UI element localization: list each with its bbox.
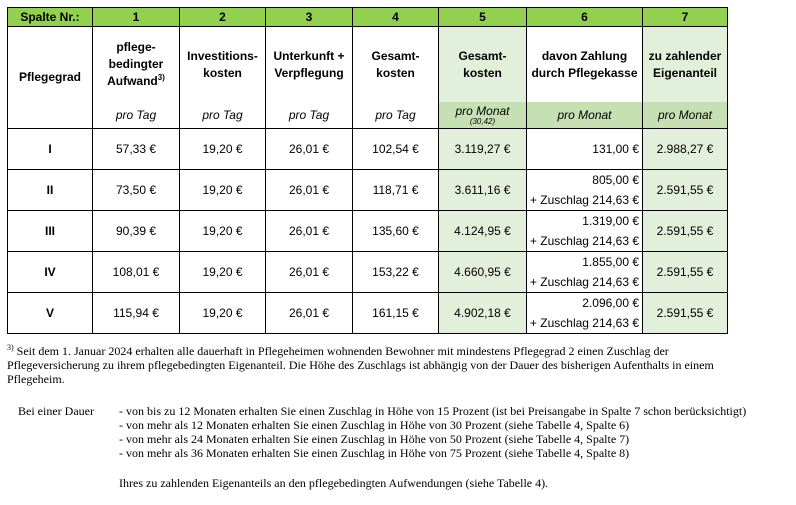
gesamt-monat-cell: 3.119,27 € [439, 129, 527, 170]
duration-item: - von bis zu 12 Monaten erhalten Sie einen Zuschlag in Höhe von 15 Prozent (ist bei Preisangabe in Spalte 7 schon berücksichtigt) [119, 404, 747, 418]
eigen-cell: 2.591,55 € [643, 252, 728, 293]
gesamt-monat-cell: 4.660,95 € [439, 252, 527, 293]
col-number: 3 [266, 8, 353, 27]
col-number: 7 [643, 8, 728, 27]
unterkunft-cell: 26,01 € [266, 170, 353, 211]
unterkunft-cell: 26,01 € [266, 252, 353, 293]
spalte-label: Spalte Nr.: [8, 8, 93, 27]
header-text: Gesamt- [371, 48, 420, 63]
grad-cell: III [8, 211, 93, 252]
gesamt-monat-cell: 4.124,95 € [439, 211, 527, 252]
header-text: Unterkunft + [273, 48, 345, 63]
zuschlag-amount: + Zuschlag 214,63 € [529, 234, 639, 248]
duration-item: - von mehr als 24 Monaten erhalten Sie einen Zuschlag in Höhe von 50 Prozent (siehe Tabelle 4, Spalte 7) [119, 432, 630, 446]
header-gesamt-monat [439, 27, 527, 103]
days-note: (30,42) [469, 116, 496, 126]
footnote-ref: 3) [157, 73, 165, 82]
gesamt-tag-cell: 135,60 € [353, 211, 439, 252]
col-number: 1 [93, 8, 180, 27]
kasse-amount: 1.855,00 € [582, 255, 639, 269]
header-text: Investitions- [187, 48, 258, 63]
col-number: 4 [353, 8, 439, 27]
zuschlag-amount: + Zuschlag 214,63 € [529, 316, 639, 330]
gesamt-monat-cell: 4.902,18 € [439, 293, 527, 334]
unit-label: pro Tag [180, 102, 266, 129]
header-text: davon Zahlung [541, 48, 628, 63]
gesamt-monat-cell: 3.611,16 € [439, 170, 527, 211]
eigen-cell: 2.591,55 € [643, 211, 728, 252]
kasse-cell [527, 170, 643, 211]
invest-cell: 19,20 € [180, 129, 266, 170]
unterkunft-cell: 26,01 € [266, 211, 353, 252]
invest-cell: 19,20 € [180, 252, 266, 293]
header-text: pflege- [116, 40, 156, 54]
footnote-text: Seit dem 1. Januar 2024 erhalten alle dauerhaft in Pflegeheimen wohnenden Bewohner mit mindestens Pflegegrad 2 einen Zuschlag der Pflegeversicherung zu ihrem pflegebedingten Eigenanteil. Die Höhe des Zuschlags ist abhängig von der Dauer des bisherigen Aufenthalts in einem Pflegeheim. [7, 344, 714, 386]
kasse-amount: 2.096,00 € [582, 296, 639, 310]
duration-item: - von mehr als 36 Monaten erhalten Sie einen Zuschlag in Höhe von 75 Prozent (siehe Tabelle 4, Spalte 8) [119, 446, 630, 460]
header-gesamt-tag [353, 27, 439, 103]
gesamt-tag-cell: 161,15 € [353, 293, 439, 334]
header-pflegegrad: Pflegegrad [8, 27, 93, 129]
gesamt-tag-cell: 118,71 € [353, 170, 439, 211]
invest-cell: 19,20 € [180, 211, 266, 252]
col-number: 6 [527, 8, 643, 27]
header-row [8, 27, 728, 103]
unit-row [8, 102, 728, 129]
grad-cell: II [8, 170, 93, 211]
kasse-cell: 131,00 € [527, 129, 643, 170]
zuschlag-amount: + Zuschlag 214,63 € [529, 193, 639, 207]
duration-closing: Ihres zu zahlenden Eigenanteils an den pflegebedingten Aufwendungen (siehe Tabelle 4). [119, 476, 549, 490]
header-text: bedingter [108, 57, 164, 71]
unit-label-monat [439, 102, 527, 129]
duration-label: Bei einer Dauer [18, 404, 94, 418]
aufwand-cell: 108,01 € [93, 252, 180, 293]
aufwand-cell: 57,33 € [93, 129, 180, 170]
table-row [8, 129, 728, 170]
aufwand-cell: 115,94 € [93, 293, 180, 334]
invest-cell: 19,20 € [180, 293, 266, 334]
kasse-cell [527, 211, 643, 252]
zuschlag-amount: + Zuschlag 214,63 € [529, 275, 639, 289]
header-text: durch Pflegekasse [531, 65, 638, 80]
invest-cell: 19,20 € [180, 170, 266, 211]
header-investition [180, 27, 266, 103]
header-text: kosten [463, 65, 502, 80]
table-row [8, 211, 728, 252]
gesamt-tag-cell: 153,22 € [353, 252, 439, 293]
header-pflegekasse [527, 27, 643, 103]
col-number: 2 [180, 8, 266, 27]
table-row [8, 170, 728, 211]
gesamt-tag-cell: 102,54 € [353, 129, 439, 170]
unit-label: pro Monat [527, 102, 643, 129]
header-text: Gesamt- [458, 48, 507, 63]
eigen-cell: 2.591,55 € [643, 293, 728, 334]
unit-label: pro Tag [353, 102, 439, 129]
grad-cell: V [8, 293, 93, 334]
aufwand-cell: 73,50 € [93, 170, 180, 211]
unit-label: pro Tag [266, 102, 353, 129]
grad-cell: IV [8, 252, 93, 293]
unit-label: pro Tag [93, 102, 180, 129]
duration-item: - von mehr als 12 Monaten erhalten Sie einen Zuschlag in Höhe von 30 Prozent (siehe Tabelle 4, Spalte 6) [119, 418, 630, 432]
header-aufwand [93, 27, 180, 103]
unit-label: pro Monat [643, 102, 728, 129]
kasse-cell [527, 252, 643, 293]
kasse-amount: 805,00 € [592, 173, 639, 187]
footnote [7, 344, 727, 386]
kasse-amount: 1.319,00 € [582, 214, 639, 228]
table-row [8, 252, 728, 293]
unterkunft-cell: 26,01 € [266, 129, 353, 170]
header-text: Aufwand [107, 74, 158, 88]
header-text: zu zahlender [648, 48, 722, 63]
eigen-cell: 2.988,27 € [643, 129, 728, 170]
grad-cell: I [8, 129, 93, 170]
header-eigenanteil [643, 27, 728, 103]
header-unterkunft [266, 27, 353, 103]
table-row [8, 293, 728, 334]
header-text: Eigenanteil [652, 65, 717, 80]
header-text: kosten [376, 65, 415, 80]
header-text: Verpflegung [274, 65, 344, 80]
footnote-mark: 3) [7, 343, 14, 352]
col-number: 5 [439, 8, 527, 27]
column-number-row [8, 8, 728, 27]
unterkunft-cell: 26,01 € [266, 293, 353, 334]
unit-text: pro Monat [455, 103, 510, 118]
header-text: kosten [203, 65, 242, 80]
aufwand-cell: 90,39 € [93, 211, 180, 252]
duration-list [119, 404, 794, 460]
eigen-cell: 2.591,55 € [643, 170, 728, 211]
kasse-cell [527, 293, 643, 334]
cost-table [7, 7, 728, 334]
